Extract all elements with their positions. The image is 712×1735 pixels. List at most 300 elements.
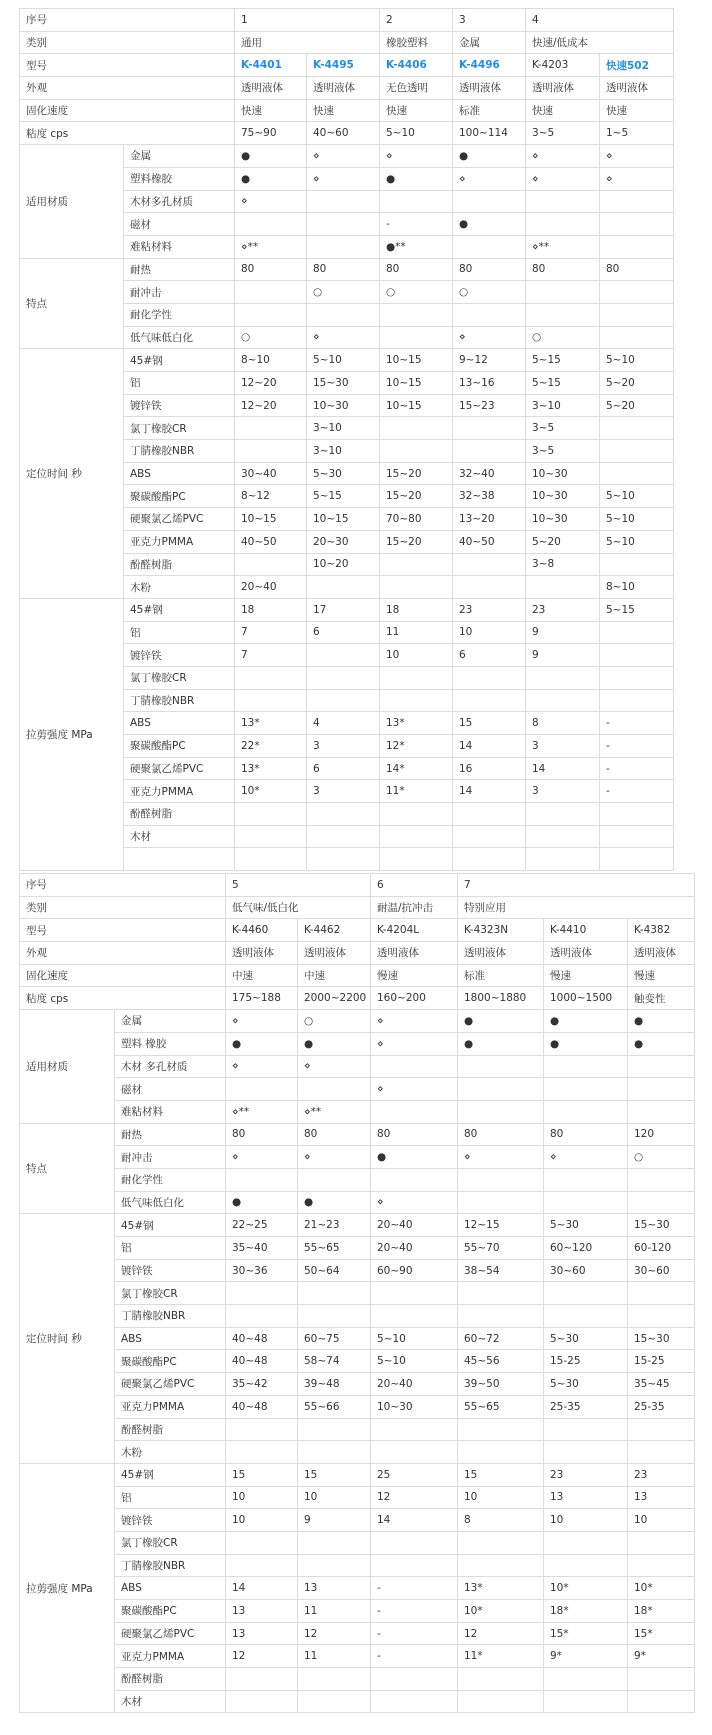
table-cell: 11 — [380, 621, 453, 644]
table-cell: 39~50 — [458, 1373, 544, 1396]
table-cell: 耐温/抗冲击 — [371, 896, 458, 919]
table-cell — [453, 553, 526, 576]
table-cell: 11* — [380, 780, 453, 803]
row-sub-label: 氯丁橡胶CR — [124, 417, 235, 440]
table-cell: ○ — [235, 326, 307, 349]
table-cell — [526, 848, 600, 871]
table-cell — [235, 825, 307, 848]
table-cell: 快速 — [307, 99, 380, 122]
table-cell — [628, 1078, 695, 1101]
table-cell: 25-35 — [544, 1395, 628, 1418]
table-cell: 10~20 — [307, 553, 380, 576]
table-cell: ⋄ — [298, 1055, 371, 1078]
table-cell: 5~10 — [600, 485, 674, 508]
row-group-label: 特点 — [20, 1123, 115, 1214]
table-cell: 无色透明 — [380, 77, 453, 100]
table-cell: 80 — [600, 258, 674, 281]
table-cell — [226, 1441, 298, 1464]
row-group-label: 适用材质 — [20, 1010, 115, 1123]
table-cell — [226, 1690, 298, 1713]
row-sub-label: 金属 — [115, 1010, 226, 1033]
table-cell: 25-35 — [628, 1395, 695, 1418]
table-cell — [235, 689, 307, 712]
table-cell: 14 — [371, 1509, 458, 1532]
table-cell: 18* — [544, 1600, 628, 1623]
table-cell: 40~48 — [226, 1395, 298, 1418]
table-cell: ⋄ — [600, 145, 674, 168]
row-sub-label: 丁腈橡胶NBR — [124, 440, 235, 463]
row-sub-label: 耐热 — [115, 1123, 226, 1146]
row-sub-label: 亚克力PMMA — [115, 1645, 226, 1668]
table-cell — [307, 235, 380, 258]
table-cell: 3~5 — [526, 417, 600, 440]
table-cell: 标准 — [453, 99, 526, 122]
table-cell: 慢速 — [628, 964, 695, 987]
table-row — [20, 1237, 695, 1260]
table-cell: ⋄ — [307, 145, 380, 168]
table-cell: 120 — [628, 1123, 695, 1146]
row-sub-label: 耐冲击 — [115, 1146, 226, 1169]
table-cell: 15-25 — [628, 1350, 695, 1373]
table-cell: 10* — [544, 1577, 628, 1600]
table-cell — [458, 1168, 544, 1191]
row-group-label: 固化速度 — [20, 964, 226, 987]
table-row — [20, 9, 674, 32]
table-cell: ⋄ — [371, 1191, 458, 1214]
table-row — [20, 1168, 695, 1191]
table-cell: 75~90 — [235, 122, 307, 145]
row-sub-label: 45#钢 — [115, 1214, 226, 1237]
table-cell — [371, 1305, 458, 1328]
table-cell: 55~66 — [298, 1395, 371, 1418]
table-row — [20, 1463, 695, 1486]
table-cell — [226, 1531, 298, 1554]
table-cell: ⋄ — [453, 167, 526, 190]
table-cell: 5~30 — [544, 1373, 628, 1396]
table-cell: ○ — [628, 1146, 695, 1169]
table-cell: 透明液体 — [307, 77, 380, 100]
table-cell: 5~10 — [307, 349, 380, 372]
table-cell: 橡胶塑料 — [380, 31, 453, 54]
table-row — [20, 1531, 695, 1554]
table-cell: 12~20 — [235, 394, 307, 417]
table-cell: 10* — [235, 780, 307, 803]
table-cell: 9* — [544, 1645, 628, 1668]
table-row — [20, 919, 695, 942]
table-cell: 10~15 — [307, 508, 380, 531]
table-cell: 5~10 — [380, 122, 453, 145]
table-cell: 80 — [307, 258, 380, 281]
table-cell: 6 — [453, 644, 526, 667]
table-cell: 13 — [628, 1486, 695, 1509]
table-cell: 14 — [526, 757, 600, 780]
table-cell: 14* — [380, 757, 453, 780]
row-sub-label: 45#钢 — [124, 598, 235, 621]
table-cell: ● — [458, 1010, 544, 1033]
table-cell: 10 — [226, 1509, 298, 1532]
table-cell: ● — [453, 145, 526, 168]
table-cell: 14 — [226, 1577, 298, 1600]
table-cell — [307, 190, 380, 213]
table-cell: 40~50 — [453, 530, 526, 553]
row-group-label: 外观 — [20, 77, 235, 100]
table-cell: ⋄ — [235, 190, 307, 213]
table-cell — [235, 440, 307, 463]
table-cell: 透明液体 — [235, 77, 307, 100]
table-cell: 9~12 — [453, 349, 526, 372]
table-cell — [298, 1168, 371, 1191]
table-cell — [380, 440, 453, 463]
table-cell — [544, 1690, 628, 1713]
table-cell — [628, 1100, 695, 1123]
table-cell: 5 — [226, 874, 371, 897]
row-sub-label: 耐冲击 — [124, 281, 235, 304]
table-cell — [600, 235, 674, 258]
table-cell: 3~10 — [526, 394, 600, 417]
table-cell: ● — [298, 1191, 371, 1214]
table-cell: 5~30 — [544, 1214, 628, 1237]
table-cell: 5~15 — [526, 349, 600, 372]
table-cell: ○ — [453, 281, 526, 304]
table-cell — [380, 303, 453, 326]
table-cell: 40~48 — [226, 1350, 298, 1373]
row-sub-label: 氯丁橡胶CR — [115, 1282, 226, 1305]
table-cell: 60-120 — [628, 1237, 695, 1260]
row-sub-label: 丁腈橡胶NBR — [115, 1554, 226, 1577]
table-cell: ⋄ — [380, 145, 453, 168]
table-cell — [458, 1554, 544, 1577]
table-cell: 55~65 — [458, 1395, 544, 1418]
row-sub-label: 酚醛树脂 — [124, 803, 235, 826]
table-cell — [458, 1441, 544, 1464]
table-cell: 60~72 — [458, 1327, 544, 1350]
table-cell: ⋄ — [307, 326, 380, 349]
table-cell — [307, 666, 380, 689]
table-cell — [235, 848, 307, 871]
table-cell: 低气味/低白化 — [226, 896, 371, 919]
table-cell: 5~10 — [600, 349, 674, 372]
table-cell: 80 — [226, 1123, 298, 1146]
table-row — [20, 1486, 695, 1509]
table-cell — [458, 1418, 544, 1441]
row-group-label: 拉剪强度 MPa — [20, 1463, 115, 1713]
row-sub-label: 铝 — [124, 621, 235, 644]
table-cell — [307, 644, 380, 667]
row-sub-label: 磁材 — [115, 1078, 226, 1101]
row-sub-label: 木粉 — [124, 576, 235, 599]
table-cell: ⋄** — [298, 1100, 371, 1123]
table-cell: 15~20 — [380, 462, 453, 485]
table-cell: ⋄** — [235, 235, 307, 258]
table-cell — [600, 417, 674, 440]
table-cell: 80 — [458, 1123, 544, 1146]
table-cell: 14 — [453, 780, 526, 803]
table-cell — [453, 303, 526, 326]
table-cell — [628, 1282, 695, 1305]
table-cell: K-4323N — [458, 919, 544, 942]
table-cell — [458, 1100, 544, 1123]
table-cell: ● — [380, 167, 453, 190]
table-cell: 80 — [371, 1123, 458, 1146]
table-cell — [628, 1191, 695, 1214]
table-row — [20, 145, 674, 168]
table-cell: 10~15 — [380, 372, 453, 395]
table-cell: 8~12 — [235, 485, 307, 508]
table-cell: 13~16 — [453, 372, 526, 395]
table-cell — [453, 666, 526, 689]
table-cell — [371, 1055, 458, 1078]
table-cell — [453, 417, 526, 440]
table-cell — [544, 1168, 628, 1191]
table-cell — [371, 1531, 458, 1554]
table-cell: 13* — [458, 1577, 544, 1600]
row-sub-label: ABS — [124, 462, 235, 485]
table-cell: - — [371, 1645, 458, 1668]
table-cell: 80 — [380, 258, 453, 281]
table-cell: 80 — [298, 1123, 371, 1146]
table-cell: 15 — [298, 1463, 371, 1486]
table-cell — [298, 1690, 371, 1713]
table-cell: - — [600, 735, 674, 758]
table-cell: 10~15 — [380, 394, 453, 417]
table-cell: K-4382 — [628, 919, 695, 942]
table-cell: 20~30 — [307, 530, 380, 553]
table-cell: 7 — [235, 644, 307, 667]
table-cell: 38~54 — [458, 1259, 544, 1282]
table-cell: 23 — [526, 598, 600, 621]
table-cell — [526, 576, 600, 599]
table-cell: - — [600, 712, 674, 735]
table-row — [20, 349, 674, 372]
table-cell: ⋄ — [544, 1146, 628, 1169]
table-cell: 5~15 — [526, 372, 600, 395]
table-cell: 20~40 — [371, 1373, 458, 1396]
table-cell: 11 — [298, 1600, 371, 1623]
table-cell — [600, 689, 674, 712]
table-cell: 6 — [307, 757, 380, 780]
table-row — [20, 77, 674, 100]
table-cell — [380, 848, 453, 871]
table-cell — [458, 1055, 544, 1078]
table-cell: - — [371, 1577, 458, 1600]
table-cell: 10~15 — [380, 349, 453, 372]
row-sub-label: ABS — [115, 1577, 226, 1600]
table-cell — [298, 1305, 371, 1328]
table-cell: 9 — [526, 621, 600, 644]
table-cell: 35~40 — [226, 1237, 298, 1260]
table-cell — [226, 1282, 298, 1305]
table-cell: - — [380, 213, 453, 236]
row-sub-label: 木材 多孔材质 — [115, 1055, 226, 1078]
table-cell — [544, 1668, 628, 1691]
table-row — [20, 31, 674, 54]
table-cell — [544, 1055, 628, 1078]
table-cell — [380, 553, 453, 576]
row-group-label: 定位时间 秒 — [20, 349, 124, 599]
table-cell — [544, 1305, 628, 1328]
table-cell — [298, 1418, 371, 1441]
row-sub-label: 45#钢 — [115, 1463, 226, 1486]
table-cell: 3 — [526, 735, 600, 758]
table-cell — [628, 1441, 695, 1464]
table-cell — [307, 303, 380, 326]
table-cell — [226, 1305, 298, 1328]
table-cell — [458, 1531, 544, 1554]
row-sub-label: 木材 — [115, 1690, 226, 1713]
table-cell: 8~10 — [600, 576, 674, 599]
table-cell: 4 — [526, 9, 674, 32]
row-group-label: 序号 — [20, 9, 235, 32]
table-cell: 4 — [307, 712, 380, 735]
table-cell: 22* — [235, 735, 307, 758]
table-cell: 5~10 — [600, 530, 674, 553]
table-cell: K-4203 — [526, 54, 600, 77]
table-row — [20, 1305, 695, 1328]
table-cell: 2000~2200 — [298, 987, 371, 1010]
table-cell: 1800~1880 — [458, 987, 544, 1010]
table-row — [20, 122, 674, 145]
row-sub-label: 亚克力PMMA — [124, 780, 235, 803]
table-cell: ○ — [526, 326, 600, 349]
table-cell: 5~15 — [307, 485, 380, 508]
table-cell — [600, 848, 674, 871]
table-cell — [307, 803, 380, 826]
table-cell — [526, 303, 600, 326]
table-cell: - — [600, 757, 674, 780]
table-cell — [526, 213, 600, 236]
row-sub-label: 亚克力PMMA — [124, 530, 235, 553]
row-sub-label: 聚碳酸酯PC — [124, 485, 235, 508]
table-cell: 快速 — [235, 99, 307, 122]
table-cell — [380, 417, 453, 440]
table-cell: K-4410 — [544, 919, 628, 942]
table-row — [20, 258, 674, 281]
table-cell: 30~60 — [544, 1259, 628, 1282]
table-cell: 10* — [628, 1577, 695, 1600]
table-cell: 12 — [298, 1622, 371, 1645]
row-sub-label: 低气味低白化 — [115, 1191, 226, 1214]
table-cell — [544, 1282, 628, 1305]
table-cell: K-4204L — [371, 919, 458, 942]
table-cell — [600, 326, 674, 349]
table-row — [20, 942, 695, 965]
table-cell — [526, 689, 600, 712]
row-sub-label: 耐热 — [124, 258, 235, 281]
table-cell — [307, 689, 380, 712]
table-cell — [544, 1441, 628, 1464]
table-cell: 10* — [458, 1600, 544, 1623]
table-cell: ● — [628, 1032, 695, 1055]
row-sub-label: ABS — [124, 712, 235, 735]
row-group-label: 粘度 cps — [20, 122, 235, 145]
table-cell — [544, 1418, 628, 1441]
table-cell: 40~60 — [307, 122, 380, 145]
row-group-label: 拉剪强度 MPa — [20, 598, 124, 870]
table-cell — [453, 848, 526, 871]
table-cell: 3~5 — [526, 122, 600, 145]
table-cell — [526, 803, 600, 826]
table-cell: 30~36 — [226, 1259, 298, 1282]
table-cell: 13 — [298, 1577, 371, 1600]
table-row — [20, 1509, 695, 1532]
table-cell — [371, 1168, 458, 1191]
table-cell: 13* — [235, 757, 307, 780]
table-row — [20, 1645, 695, 1668]
table-cell: 80 — [526, 258, 600, 281]
table-cell: 10 — [226, 1486, 298, 1509]
table-cell — [226, 1418, 298, 1441]
table-cell: 10~30 — [307, 394, 380, 417]
table-cell: 15 — [226, 1463, 298, 1486]
table-cell: 3~5 — [526, 440, 600, 463]
table-cell: 35~42 — [226, 1373, 298, 1396]
table-cell — [371, 1282, 458, 1305]
table-cell — [526, 825, 600, 848]
table-cell: ⋄ — [371, 1010, 458, 1033]
table-cell — [298, 1282, 371, 1305]
table-cell: 7 — [458, 874, 695, 897]
row-sub-label: 镀锌铁 — [124, 394, 235, 417]
row-sub-label: 低气味低白化 — [124, 326, 235, 349]
table-cell: 30~40 — [235, 462, 307, 485]
row-sub-label: 木粉 — [115, 1441, 226, 1464]
table-cell: 金属 — [453, 31, 526, 54]
table-cell: 18* — [628, 1600, 695, 1623]
table-cell: ⋄ — [526, 167, 600, 190]
table-cell: 10~30 — [526, 462, 600, 485]
table-cell — [235, 213, 307, 236]
table-cell: - — [371, 1622, 458, 1645]
row-sub-label: 镀锌铁 — [124, 644, 235, 667]
table-row — [20, 1577, 695, 1600]
table-cell — [298, 1441, 371, 1464]
row-sub-label: 铝 — [124, 372, 235, 395]
table-cell: 慢速 — [544, 964, 628, 987]
table-cell: 12~20 — [235, 372, 307, 395]
table-cell — [600, 644, 674, 667]
row-sub-label: 丁腈橡胶NBR — [124, 689, 235, 712]
table-row — [20, 54, 674, 77]
table-cell: 23 — [628, 1463, 695, 1486]
table-cell: 3~10 — [307, 417, 380, 440]
table-cell — [600, 281, 674, 304]
table-cell: 9 — [298, 1509, 371, 1532]
table-cell — [544, 1531, 628, 1554]
table-cell: 18 — [235, 598, 307, 621]
table-cell: 8 — [526, 712, 600, 735]
table-cell — [235, 281, 307, 304]
table-cell: 5~10 — [600, 508, 674, 531]
table-cell: 8~10 — [235, 349, 307, 372]
table-cell: 快速 — [600, 99, 674, 122]
table-cell: 透明液体 — [628, 942, 695, 965]
table-cell: 60~75 — [298, 1327, 371, 1350]
table-cell: ⋄ — [226, 1146, 298, 1169]
table-cell: K-4401 — [235, 54, 307, 77]
table-cell: 透明液体 — [453, 77, 526, 100]
table-cell: 15-25 — [544, 1350, 628, 1373]
table-cell: 10~30 — [526, 508, 600, 531]
table-cell: 特别应用 — [458, 896, 695, 919]
table-cell — [226, 1078, 298, 1101]
row-sub-label: 硬聚氯乙烯PVC — [115, 1622, 226, 1645]
table-cell: ● — [458, 1032, 544, 1055]
table-cell: 10 — [380, 644, 453, 667]
table-cell: 60~120 — [544, 1237, 628, 1260]
table-cell: ● — [298, 1032, 371, 1055]
row-sub-label: 难粘材料 — [124, 235, 235, 258]
table-cell: 6 — [307, 621, 380, 644]
